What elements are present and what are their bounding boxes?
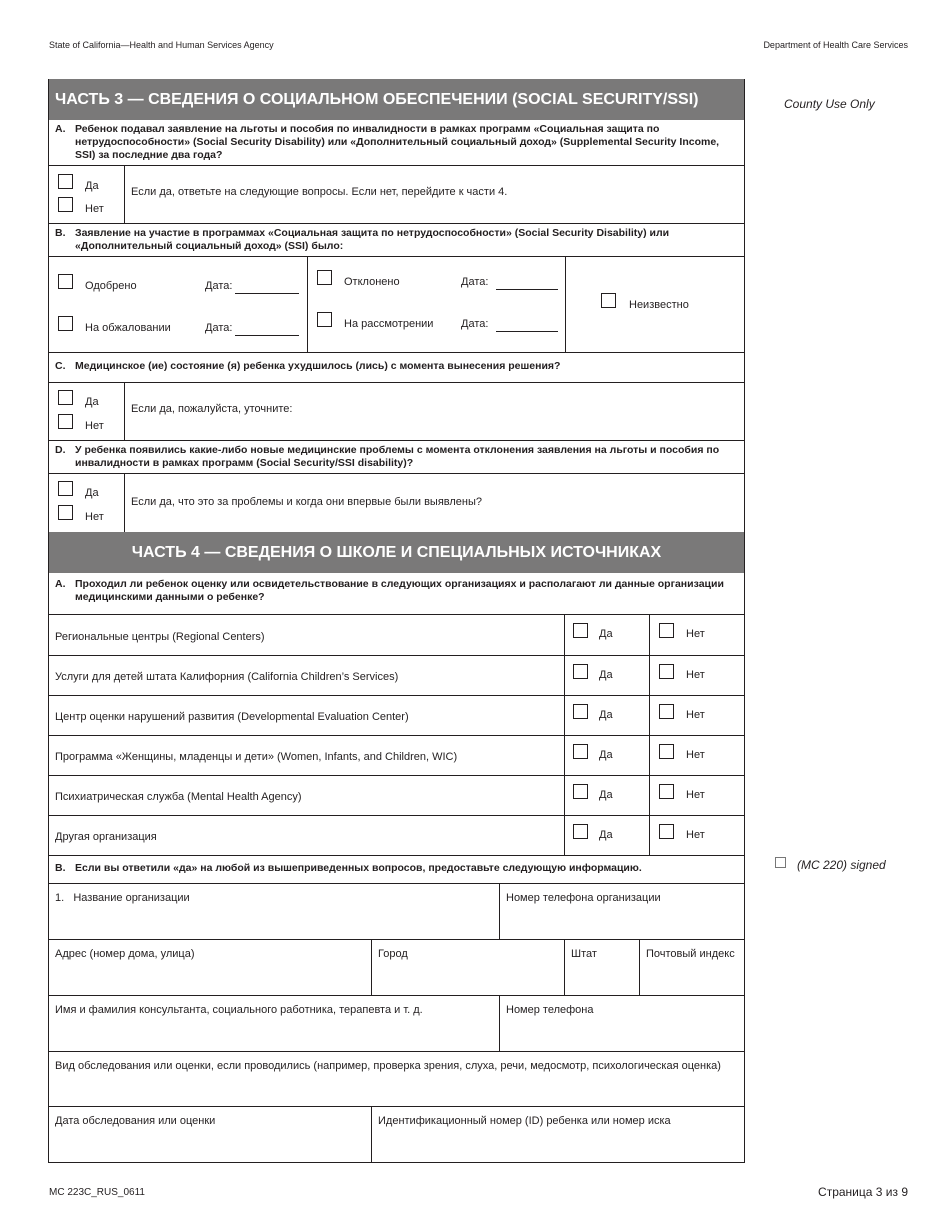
question-text: У ребенка появились какие-либо новые медицинские проблемы с момента отклонения заявления на льготы и пособия по инвалидности в рамках программ (Social Security/SSI disability)? <box>75 444 720 469</box>
no-checkbox[interactable] <box>58 197 73 212</box>
item-number: 1. <box>55 892 65 904</box>
no-label: Нет <box>686 789 705 801</box>
org-name-label: Название организации <box>73 892 190 904</box>
exam-date-row <box>49 1106 744 1162</box>
no-checkbox[interactable] <box>659 664 674 679</box>
org-row <box>49 614 744 655</box>
org-name: Центр оценки нарушений развития (Developmental Evaluation Center) <box>55 711 409 723</box>
consultant-row <box>49 995 744 1051</box>
part3-question-d <box>49 440 744 473</box>
pending-label: На рассмотрении <box>344 318 434 330</box>
yes-label: Да <box>599 749 613 761</box>
mc220-checkbox[interactable] <box>775 857 786 868</box>
part3-answer-d <box>49 473 744 532</box>
no-label: Нет <box>686 669 705 681</box>
org-row <box>49 735 744 775</box>
yes-checkbox[interactable] <box>573 704 588 719</box>
part3-title: ЧАСТЬ 3 — СВЕДЕНИЯ О СОЦИАЛЬНОМ ОБЕСПЕЧЕНИИ (SOCIAL SECURITY/SSI) <box>49 79 744 120</box>
question-letter: C. <box>55 360 66 372</box>
exam-date-field[interactable] <box>49 1107 371 1162</box>
question-text: Проходил ли ребенок оценку или освидетельствование в следующих организациях и располагают ли данные организации медицинскими данными о ребенке? <box>75 578 724 603</box>
address-row <box>49 939 744 995</box>
instruction-text: Если да, ответьте на следующие вопросы. Если нет, перейдите к части 4. <box>131 186 508 198</box>
no-label: Нет <box>85 420 104 432</box>
date-label: Дата: <box>205 322 233 334</box>
no-checkbox[interactable] <box>659 623 674 638</box>
consultant-label: Имя и фамилия консультанта, социального работника, терапевта и т. д. <box>55 1004 423 1016</box>
org-name: Услуги для детей штата Калифорния (California Children’s Services) <box>55 671 399 683</box>
date-label: Дата: <box>205 280 233 292</box>
yes-label: Да <box>599 709 613 721</box>
yes-checkbox[interactable] <box>573 824 588 839</box>
zip-field[interactable] <box>639 940 744 995</box>
no-checkbox[interactable] <box>58 505 73 520</box>
exam-type-label: Вид обследования или оценки, если проводились (например, проверка зрения, слуха, речи, медосмотр, психологическая оценка) <box>55 1060 721 1072</box>
yes-label: Да <box>599 789 613 801</box>
unknown-label: Неизвестно <box>629 299 689 311</box>
exam-type-field[interactable] <box>49 1052 744 1106</box>
org-name: Программа «Женщины, младенцы и дети» (Women, Infants, and Children, WIC) <box>55 751 458 763</box>
question-letter: B. <box>55 862 66 874</box>
approved-checkbox[interactable] <box>58 274 73 289</box>
question-letter: A. <box>55 123 66 135</box>
org-row <box>49 695 744 735</box>
state-field[interactable] <box>564 940 639 995</box>
form-body <box>48 79 745 1163</box>
yes-label: Да <box>85 396 99 408</box>
denied-checkbox[interactable] <box>317 270 332 285</box>
date-label: Дата: <box>461 318 489 330</box>
date-label: Дата: <box>461 276 489 288</box>
yes-checkbox[interactable] <box>58 390 73 405</box>
state-label: Штат <box>571 948 597 960</box>
org-row <box>49 655 744 695</box>
phone-field[interactable] <box>499 996 744 1051</box>
part4-question-b <box>49 855 744 883</box>
appeal-checkbox[interactable] <box>58 316 73 331</box>
question-text: Заявление на участие в программах «Социальная защита по нетрудоспособности» (Social Security Disability) или «Дополнительный социальный доход» (SSI) было: <box>75 227 670 252</box>
no-label: Нет <box>686 628 705 640</box>
no-label: Нет <box>85 511 104 523</box>
exam-type-row <box>49 1051 744 1106</box>
org-row <box>49 775 744 815</box>
instruction-text: Если да, что это за проблемы и когда они впервые были выявлены? <box>131 496 483 508</box>
part3-answer-c <box>49 382 744 440</box>
appeal-label: На обжаловании <box>85 322 171 334</box>
org-name: Психиатрическая служба (Mental Health Agency) <box>55 791 302 803</box>
instruction-text: Если да, пожалуйста, уточните: <box>131 403 293 415</box>
unknown-checkbox[interactable] <box>601 293 616 308</box>
phone-label: Номер телефона <box>506 1004 594 1016</box>
part3-question-a <box>49 120 744 165</box>
organizations-list <box>49 614 744 855</box>
child-id-label: Идентификационный номер (ID) ребенка или номер иска <box>378 1115 671 1127</box>
approved-date-line[interactable] <box>235 293 299 294</box>
no-checkbox[interactable] <box>659 824 674 839</box>
address-label: Адрес (номер дома, улица) <box>55 948 195 960</box>
question-letter: D. <box>55 444 66 456</box>
pending-checkbox[interactable] <box>317 312 332 327</box>
county-use-label: County Use Only <box>784 97 875 111</box>
no-label: Нет <box>686 749 705 761</box>
yes-checkbox[interactable] <box>573 623 588 638</box>
agency-header: State of California—Health and Human Services Agency <box>49 40 274 50</box>
part3-question-c <box>49 352 744 382</box>
zip-label: Почтовый индекс <box>646 948 735 960</box>
yes-label: Да <box>599 628 613 640</box>
part4-question-a <box>49 573 744 614</box>
yes-label: Да <box>85 180 99 192</box>
org-row <box>49 815 744 855</box>
no-checkbox[interactable] <box>659 784 674 799</box>
question-text: Медицинское (ие) состояние (я) ребенка ухудшилось (лись) с момента вынесения решения? <box>75 360 561 372</box>
question-letter: B. <box>55 227 66 239</box>
question-text: Ребенок подавал заявление на льготы и пособия по инвалидности в рамках программ «Социальная защита по нетрудоспособности» (Social Security Disability) или «Дополнительный социальный доход» (Supplemental Security Income, SSI) за последние два года? <box>75 123 720 161</box>
yes-label: Да <box>85 487 99 499</box>
city-field[interactable] <box>371 940 564 995</box>
no-label: Нет <box>686 709 705 721</box>
child-id-field[interactable] <box>371 1107 744 1162</box>
org-phone-field[interactable] <box>499 884 744 939</box>
org-name: Региональные центры (Regional Centers) <box>55 631 265 643</box>
form-id: MC 223C_RUS_0611 <box>49 1187 145 1198</box>
pending-date-line[interactable] <box>496 331 558 332</box>
department-header: Department of Health Care Services <box>763 40 908 50</box>
no-label: Нет <box>85 203 104 215</box>
yes-checkbox[interactable] <box>58 174 73 189</box>
city-label: Город <box>378 948 408 960</box>
denied-label: Отклонено <box>344 276 400 288</box>
yes-checkbox[interactable] <box>573 744 588 759</box>
appeal-date-line[interactable] <box>235 335 299 336</box>
question-letter: A. <box>55 578 66 590</box>
yes-checkbox[interactable] <box>573 664 588 679</box>
no-label: Нет <box>686 829 705 841</box>
yes-label: Да <box>599 829 613 841</box>
part3-answer-a <box>49 165 744 223</box>
no-checkbox[interactable] <box>659 744 674 759</box>
yes-checkbox[interactable] <box>58 481 73 496</box>
yes-checkbox[interactable] <box>573 784 588 799</box>
approved-label: Одобрено <box>85 280 137 292</box>
yes-label: Да <box>599 669 613 681</box>
org-phone-label: Номер телефона организации <box>506 892 661 904</box>
address-field[interactable] <box>49 940 371 995</box>
part3-answer-b <box>49 256 744 352</box>
part3-question-b <box>49 223 744 256</box>
exam-date-label: Дата обследования или оценки <box>55 1115 216 1127</box>
part4-title: ЧАСТЬ 4 — СВЕДЕНИЯ О ШКОЛЕ И СПЕЦИАЛЬНЫХ ИСТОЧНИКАХ <box>49 532 744 573</box>
mc220-label: (MC 220) signed <box>797 858 886 872</box>
org-name-row <box>49 883 744 939</box>
question-text: Если вы ответили «да» на любой из вышеприведенных вопросов, предоставьте следующую информацию. <box>75 862 642 874</box>
org-name-field[interactable] <box>49 884 499 939</box>
denied-date-line[interactable] <box>496 289 558 290</box>
no-checkbox[interactable] <box>659 704 674 719</box>
page-number: Страница 3 из 9 <box>818 1185 908 1199</box>
no-checkbox[interactable] <box>58 414 73 429</box>
consultant-field[interactable] <box>49 996 499 1051</box>
org-name: Другая организация <box>55 831 157 843</box>
